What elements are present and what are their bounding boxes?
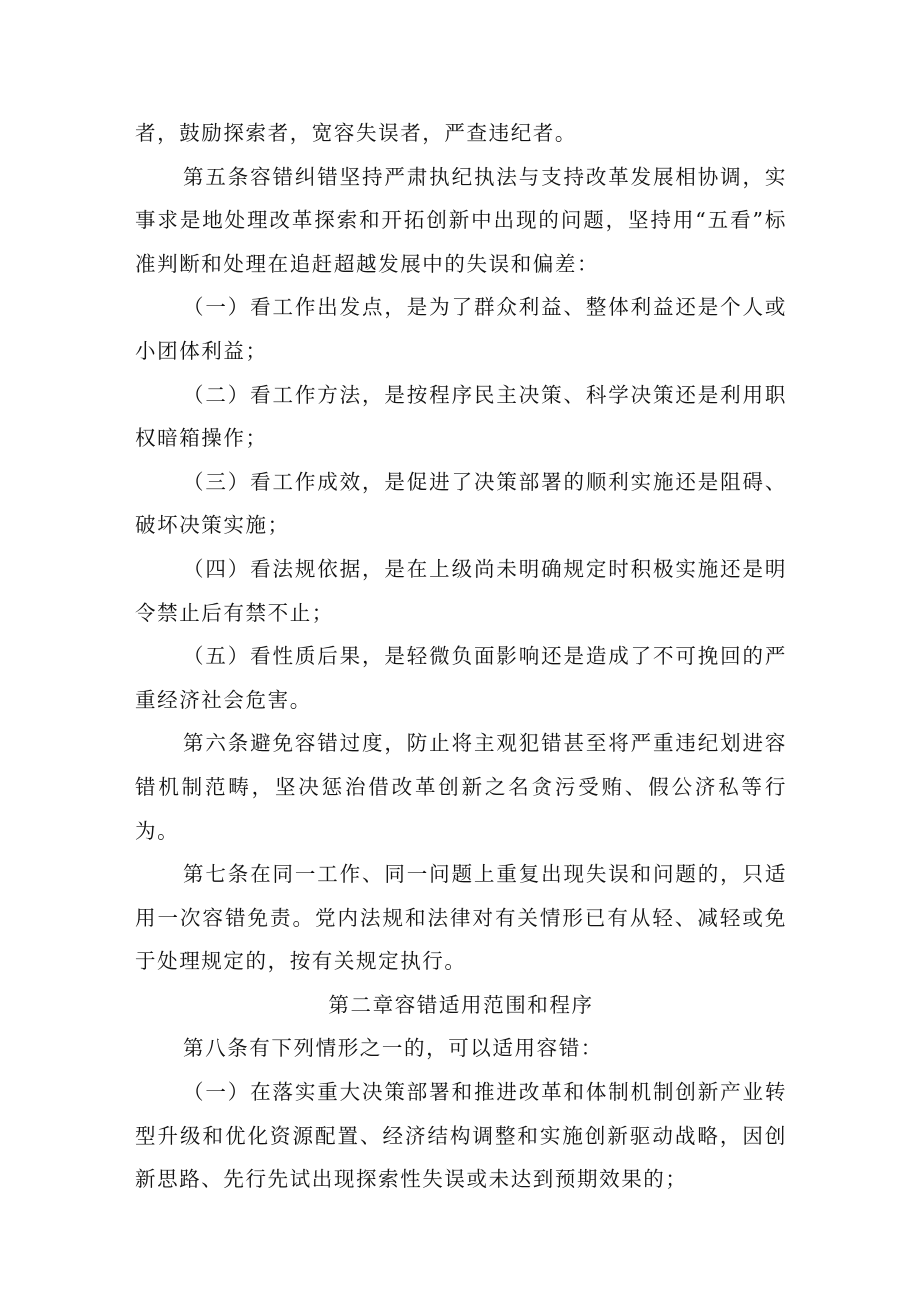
- document-body: [135, 112, 787, 1202]
- article-5-item-2: （二）看工作方法，是按程序民主决策、科学决策还是利用职权暗箱操作；: [135, 382, 787, 451]
- article-5-item-5: （五）看性质后果，是轻微负面影响还是造成了不可挽回的严重经济社会危害。: [135, 644, 787, 712]
- article-8-item-1: （一）在落实重大决策部署和推进改革和体制机制创新产业转型升级和优化资源配置、经济结构调整和实施创新驱动战略，因创新思路、先行先试出现探索性失误或未达到预期效果的；: [135, 1080, 787, 1192]
- article-7: 第七条在同一工作、同一问题上重复出现失误和问题的，只适用一次容错免责。党内法规和法律对有关情形已有从轻、减轻或免于处理规定的，按有关规定执行。: [135, 862, 787, 974]
- paragraph-continuation: 者，鼓励探索者，宽容失误者，严查违纪者。: [135, 121, 577, 145]
- article-5-item-1: （一）看工作出发点，是为了群众利益、整体利益还是个人或小团体利益；: [135, 295, 787, 363]
- article-5-item-4: （四）看法规依据，是在上级尚未明确规定时积极实施还是明令禁止后有禁不止；: [135, 556, 787, 625]
- article-8: 第八条有下列情形之一的，可以适用容错：: [183, 1036, 603, 1061]
- chapter-2-heading: 第二章容错适用范围和程序: [328, 992, 594, 1017]
- article-5: 第五条容错纠错坚持严肃执纪执法与支持改革发展相协调，实事求是地处理改革探索和开拓创新中出现的问题，坚持用“五看”标准判断和处理在追赶超越发展中的失误和偏差：: [135, 164, 787, 276]
- article-5-item-3: （三）看工作成效，是促进了决策部署的顺利实施还是阻碍、破坏决策实施；: [135, 469, 787, 538]
- article-6: 第六条避免容错过度，防止将主观犯错甚至将严重违纪划进容错机制范畴，坚决惩治借改革创新之名贪污受贿、假公济私等行为。: [135, 731, 787, 843]
